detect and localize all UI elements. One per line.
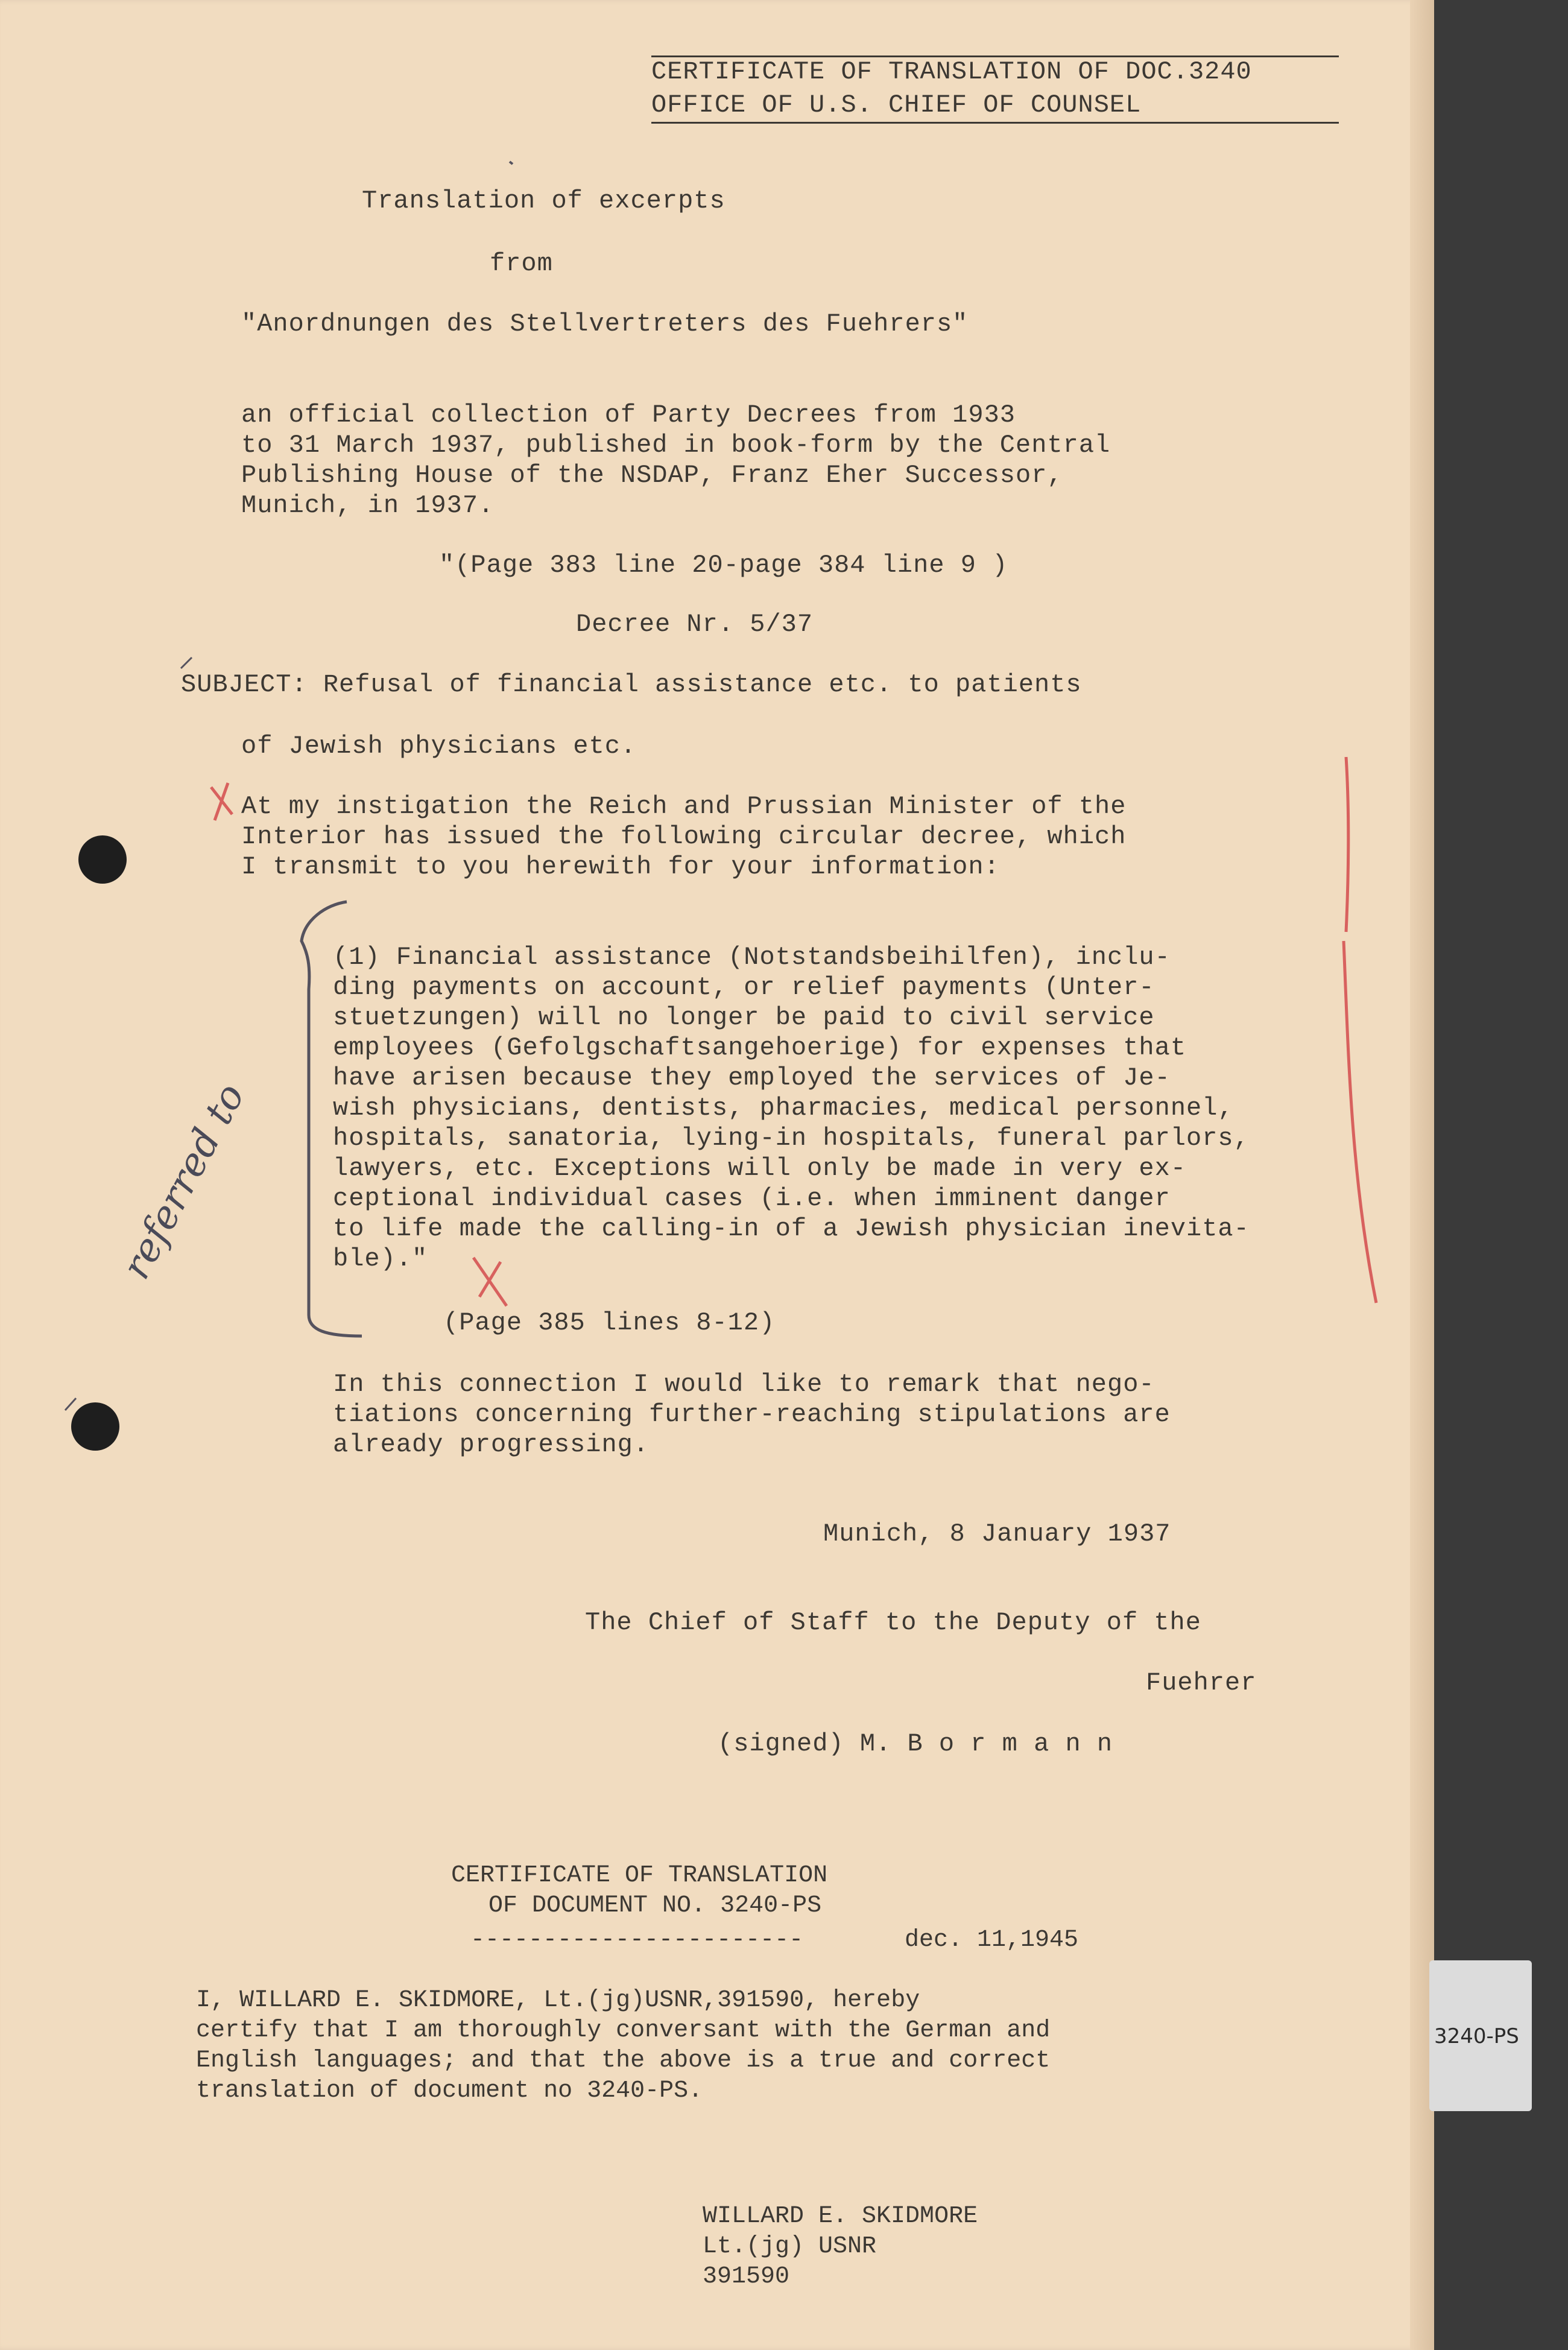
certificate-dashes: ----------------------- [470, 1927, 804, 1954]
exhibit-tab-label: 3240-PS [1434, 2024, 1519, 2048]
pencil-bracket [302, 902, 362, 1336]
paragraph-1: At my instigation the Reich and Prussian Minister of the Interior has issued the following circular decree, which I transmit to you herewith for your information: [241, 792, 1127, 881]
translator-name: WILLARD E. SKIDMORE [703, 2203, 978, 2230]
certificate-text: I, WILLARD E. SKIDMORE, Lt.(jg)USNR,391590, hereby certify that I am thoroughly conversant with the German and English languages; and that the above is a true and correct translation of document no 3240-PS. [196, 1987, 1051, 2105]
source-title: "Anordnungen des Stellvertreters des Fuehrers" [241, 309, 969, 338]
header-line-1: CERTIFICATE OF TRANSLATION OF DOC.3240 [651, 57, 1252, 86]
pencil-tick-1 [181, 657, 192, 668]
paragraph-2: In this connection I would like to remark that nego- tiations concerning further-reaching stipulations are already progressing. [333, 1370, 1171, 1459]
quoted-paragraph: (1) Financial assistance (Notstandsbeihilfen), inclu- ding payments on account, or relief payments (Unter- stuetzungen) will no longer be paid to civil service employees (Gefolgschaftsangehoerige) for expenses that have arisen because they employed the services of Je- wish physicians, dentists, pharmacies, medical personnel, hospitals, sanatoria, lying-in hospitals, funeral parlors, lawyers, etc. Exceptions will only be made in very ex- ceptional individual cases (i.e. when imminent danger to life made the calling-in of a Jewish physician inevita- ble)." [333, 943, 1250, 1273]
red-margin-line-2 [1344, 941, 1376, 1303]
signatory-name: (signed) M. B o r m a n n [718, 1729, 1113, 1758]
margin-note: referred to [113, 1076, 254, 1287]
page-reference-1: "(Page 383 line 20-page 384 line 9 ) [439, 551, 1008, 580]
certificate-date: dec. 11,1945 [905, 1927, 1079, 1954]
pencil-tick-2 [65, 1398, 76, 1410]
subject-line-2: of Jewish physicians etc. [241, 732, 637, 761]
page-reference-2: (Page 385 lines 8-12) [443, 1308, 776, 1337]
red-x-mark-2 [473, 1258, 507, 1306]
red-margin-line-1 [1346, 757, 1348, 932]
signatory-title-2: Fuehrer [1146, 1668, 1257, 1697]
collection-description: an official collection of Party Decrees from 1933 to 31 March 1937, published in book-form by the Central Publishing House of the NSDAP, Franz Eher Successor, Munich, in 1937. [241, 401, 1111, 520]
pencil-dot [510, 162, 513, 164]
signatory-title-1: The Chief of Staff to the Deputy of the [585, 1608, 1201, 1637]
decree-number: Decree Nr. 5/37 [576, 610, 814, 639]
translator-rank: Lt.(jg) USNR [703, 2233, 877, 2260]
place-and-date: Munich, 8 January 1937 [823, 1519, 1171, 1548]
subject-line-1: SUBJECT: Refusal of financial assistance etc. to patients [181, 670, 1082, 699]
certificate-heading-1: CERTIFICATE OF TRANSLATION [451, 1862, 828, 1889]
certificate-heading-2: OF DOCUMENT NO. 3240-PS [488, 1892, 822, 1919]
translation-title: Translation of excerpts [362, 186, 726, 215]
header-line-2: OFFICE OF U.S. CHIEF OF COUNSEL [651, 90, 1142, 119]
red-x-mark-1 [211, 783, 232, 820]
translator-number: 391590 [703, 2263, 790, 2290]
translation-from: from [490, 249, 553, 278]
